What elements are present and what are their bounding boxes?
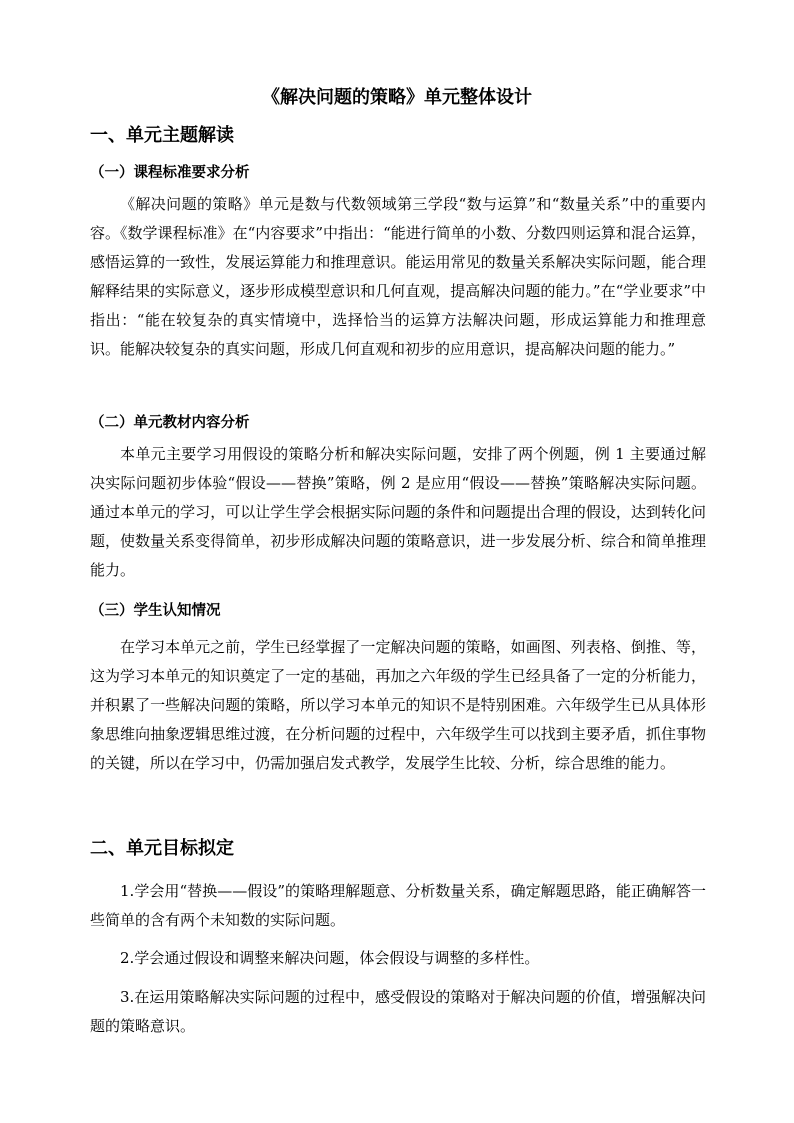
subsection-2-paragraph: 本单元主要学习用假设的策略分析和解决实际问题，安排了两个例题，例 1 主要通过解决实际问题初步体验“假设——替换”策略，例 2 是应用“假设——替换”策略解决实际问题。通过本单元的学习，可以让学生学会根据实际问题的条件和问题提出合理的假设，达到转化问题，使数量关系变得简单，初步形成解决问题的策略意识，进一步发展分析、综合和简单推理能力。 — [90, 445, 706, 579]
goal-item-1: 1.学会用“替换——假设”的策略理解题意、分析数量关系，确定解题思路，能正确解答一些简单的含有两个未知数的实际问题。 — [90, 882, 706, 929]
section-2-heading: 二、单元目标拟定 — [90, 838, 234, 859]
goal-item-3: 3.在运用策略解决实际问题的过程中，感受假设的策略对于解决问题的价值，增强解决问题的策略意识。 — [90, 988, 706, 1035]
goal-item-2: 2.学会通过假设和调整来解决问题，体会假设与调整的多样性。 — [120, 949, 540, 967]
subsection-1-paragraph: 《解决问题的策略》单元是数与代数领域第三学段“数与运算”和“数量关系”中的重要内容。《数学课程标准》在“内容要求”中指出：“能进行简单的小数、分数四则运算和混合运算，感悟运算的一致性，发展运算能力和推理意识。能运用常见的数量关系解决实际问题，能合理解释结果的实际意义，逐步形成模型意识和几何直观，提高解决问题的能力。”在“学业要求”中指出：“能在较复杂的真实情境中，选择恰当的运算方法解决问题，形成运算能力和推理意识。能解决较复杂的真实问题，形成几何直观和初步的应用意识，提高解决问题的能力。” — [90, 195, 706, 358]
subsection-1-heading: （一）课程标准要求分析 — [90, 165, 250, 181]
subsection-3-paragraph: 在学习本单元之前，学生已经掌握了一定解决问题的策略，如画图、列表格、倒推、等，这为学习本单元的知识奠定了一定的基础，再加之六年级的学生已经具备了一定的分析能力，并积累了一些解决问题的策略，所以学习本单元的知识不是特别困难。六年级学生已从具体形象思维向抽象逻辑思维过渡，在分析问题的过程中，六年级学生可以找到主要矛盾，抓住事物的关键，所以在学习中，仍需加强启发式教学，发展学生比较、分析，综合思维的能力。 — [90, 638, 706, 772]
subsection-3-heading: （三）学生认知情况 — [90, 603, 221, 619]
document-title: 《解决问题的策略》单元整体设计 — [262, 87, 532, 108]
subsection-2-heading: （二）单元教材内容分析 — [90, 415, 250, 431]
section-1-heading: 一、单元主题解读 — [90, 125, 234, 146]
